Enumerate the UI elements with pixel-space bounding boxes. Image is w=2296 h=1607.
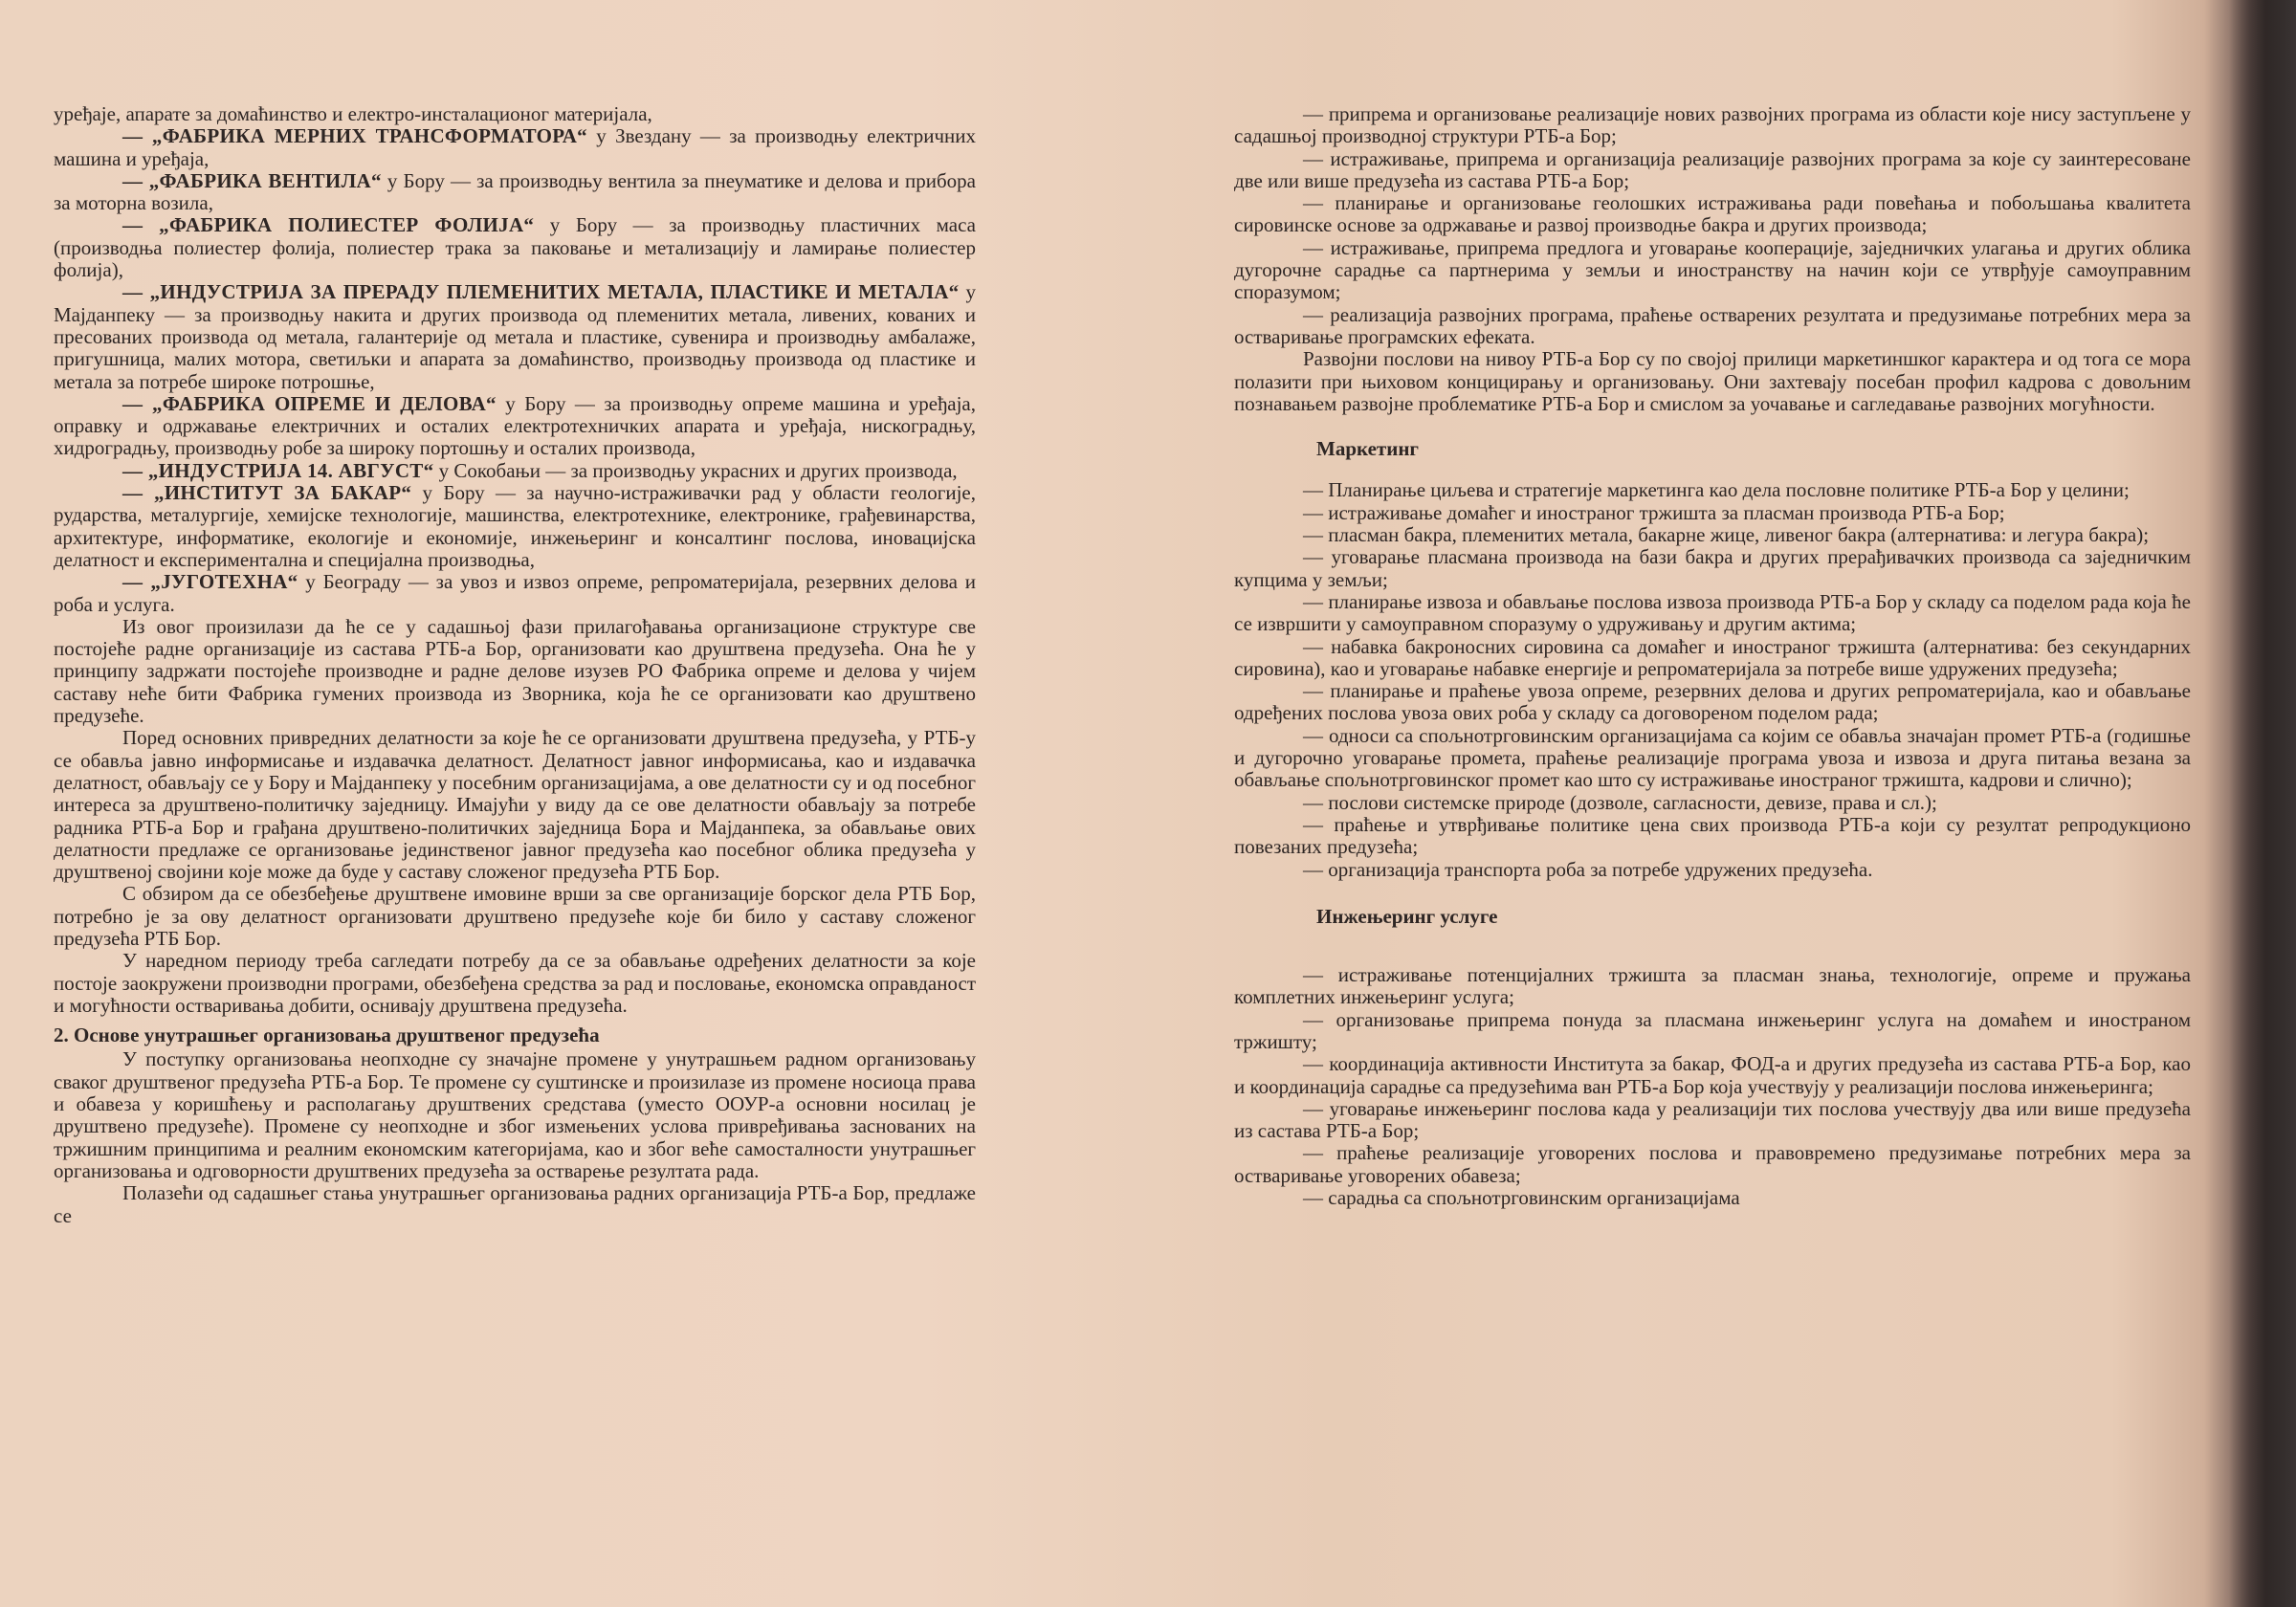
paragraph [54,170,976,215]
paragraph: У поступку организовања неопходне су значајне промене у унутрашњем радном организовању сваког друштвеног предузећа РТБ-а Бор. Те промене су суштинске и произилазе из промене носиоца права и обавеза у коришћењу и располагању друштвених средстава (уместо ООУР-а основни носилац је друштвено предузеће). Промене су неопходне и због измењених услова привређивања заснованих на тржишним принципима и реалним економским категоријама, као и због веће самосталности унутрашњег организовања и одговорности друштвених предузећа за остварење резултата рада. [54,1047,976,1182]
paragraph: — организовање припрема понуда за пласмана инжењеринг услуга на домаћем и иностраном тржишту; [1234,1007,2191,1053]
paragraph: — уговарање инжењеринг послова када у реализацији тих послова учествују два или више предузећа из састава РТБ-а Бор; [1234,1096,2191,1143]
paragraph [54,281,976,392]
paragraph-text: Поред основних привредних делатности за које ће се организовати друштвена предузећа, у РТБ-у се обавља јавно информисање и издавачка делатност. Делатност јавног информисања, као и издавачка делатност, обављају се у Бору и Мајданпеку у посебним организацијама, а ове делатности су и од посебног интереса за друштвено-политичку заједницу. Имајући у виду да се ове делатности обављају за потребе радника РТБ-а Бор и грађана друштвено-политичких заједница Бора и Мајданпека, за обављање ових делатности предлаже се организовање јединственог јавног предузећа као посебног облика предузећа у друштвеној својини које може да буде у саставу сложеног предузећа РТБ Бор. [54,726,976,884]
paragraph: — послови системске природе (дозволе, сагласности, девизе, права и сл.); [1303,790,1937,814]
paragraph-text: С обзиром да се обезбеђење друштвене имовине врши за све организације борског дела РТБ Бор, потребно је за ову делатност организовати друштвено предузеће које би било у саставу сложеног предузећа РТБ Бор. [54,882,976,950]
paragraph-text: У наредном периоду треба сагледати потребу да се за обављање одређених делатности за које постоје заокружени производни програми, обезбеђена средства за рад и пословање, економска оправданост и могућности остваривања добити, оснивају друштвена предузећа. [54,949,976,1017]
organization-name: — „ФАБРИКА МЕРНИХ ТРАНСФОРМАТОРА“ [122,124,587,148]
paragraph [54,214,976,281]
paragraph: — праћење и утврђивање политике цена свих производа РТБ-а који су резултат репродукционо повезаних предузећа; [1234,812,2191,859]
paragraph: — истраживање, припрема предлога и уговарање кооперације, заједничких улагања и других облика дугорочне сарадње са партнерима у земљи и иностранству на начин који се утврђује самоуправним споразумом; [1234,235,2191,304]
paragraph: — уговарање пласмана производа на бази бакра и других прерађивачких производа са заједничким купцима у земљи; [1234,545,2191,591]
engineering-tasks [1234,964,2191,1209]
paragraph [54,125,976,170]
paragraph: — координација активности Института за бакар, ФОД-а и других предузећа из састава РТБ-а Бор, као и координација сарадње са предузећима ван РТБ-а Бор која учествују у реализацији послова инжењеринга; [1234,1052,2191,1098]
paragraph-text: у Мајданпеку — за производњу накита и других производа од племенитих метала, ливених, кованих и пресованих производа од метала, галантерије од метала и пластике, сувенира и производњу амбалаже, пригушница, малих мотора, светиљки и апарата за домаћинство, производњу производа од пластике и метала за потребе широке потрошње, [54,280,976,393]
paragraph [54,393,976,460]
paragraph: — реализација развојних програма, праћење остварених резултата и предузимање потребних мера за остваривање програмских ефеката. [1234,302,2191,348]
paragraph [54,883,976,950]
paragraph-text: у Београду — за увоз и извоз опреме, репроматеријала, резервних делова и роба и услуга. [54,570,976,616]
paragraph: — истраживање домаћег и иностраног тржишта за пласман производа РТБ-а Бор; [1303,500,2005,524]
section-2-text [54,1048,976,1226]
paragraph: — праћење реализације уговорених послова и правовремено предузимање потребних мера за остваривање уговорених обавеза; [1234,1141,2191,1187]
organization-name: — „ФАБРИКА ОПРЕМЕ И ДЕЛОВА“ [122,391,497,415]
paragraph-text: Из овог произилази да ће се у садашњој фази прилагођавања организационе структуре све постојеће радне организације из састава РТБ-а Бор, организовати као друштвена предузећа. Она ће у принципу задржати постојеће производне и радне делове изузев РО Фабрика опреме и делова у чијем саставу неће бити Фабрика гумених производа из Зворника, која ће се организовати као друштвено предузеће. [54,614,976,728]
organization-name: — „ИНСТИТУТ ЗА БАКАР“ [122,481,412,505]
engineering-heading: Инжењеринг услуге [1316,904,1498,928]
paragraph: — истраживање потенцијалних тржишта за пласман знања, технологије, опреме и пружања комплетних инжењеринг услуга; [1234,963,2191,1009]
paragraph: — планирање и организовање геолошких истраживања ради повећања и побољшања квалитета сировинске основе за одржавање и развој производње бакра и других производа; [1234,191,2191,237]
paragraph-text: у Звездану — за производњу електричних машина и уређаја, [54,124,976,170]
section-2-heading: 2. Основе унутрашњег организовања друштвеног предузећа [54,1024,600,1047]
organization-name: — „ФАБРИКА ПОЛИЕСТЕР ФОЛИЈА“ [122,213,535,237]
paragraph-text: уређаје, апарате за домаћинство и електро-инсталационог материјала, [54,103,652,125]
organization-name: — „ФАБРИКА ВЕНТИЛА“ [122,168,382,192]
paragraph [54,460,976,482]
paragraph: — набавка бакроносних сировина са домаћег и иностраног тржишта (алтернатива: без секундарних сировина), као и уговарање набавке енергије и репроматеријала за потребе више удружених предузећа; [1234,634,2191,680]
page-edge-shadow [2229,0,2296,1607]
paragraph: — планирање и праћење увоза опреме, резервних делова и других репроматеријала, као и обављање одређених послова увоза ових роба у складу са договореном поделом рада; [1234,679,2191,725]
paragraph-text: у Бору — за научно-истраживачки рад у области геологије, рударства, металургије, хемијске технологије, машинства, електротехнике, електронике, грађевинарства, архитектуре, информатике, екологије и економије, инжењеринг и консалтинг послова, иновацијска делатност и експериментална и специјална производња, [54,481,976,571]
paragraph: — пласман бакра, племенитих метала, бакарне жице, ливеног бакра (алтернатива: и легура бакра); [1303,523,2150,547]
marketing-heading: Маркетинг [1316,437,1419,461]
paragraph-text: у Бору — за производњу опреме машина и уређаја, оправку и одржавање електричних и осталих електротехничких апарата и уређаја, нискоградњу, хидроградњу, производњу робе за широку портошњу и осталих производа, [54,391,976,460]
paragraph: — односи са спољнотрговинским организацијама са којим се обавља значајан промет РТБ-а (годишње и дугорочно уговарање промета, праћење реализације програма увоза и извоза и друга питања везана за обављање спољнотрговинског промет као што су истраживање иностраног тржишта, кадрови и слично); [1234,723,2191,792]
paragraph [54,482,976,571]
development-tasks [1234,103,2191,415]
paragraph [54,616,976,727]
paragraph [54,727,976,883]
paragraph-text: у Бору — за производњу пластичних маса (производња полиестер фолија, полиестер трака за паковање и метализацију и ламирање полиестер фолија), [54,213,976,282]
paragraph-text: у Сокобањи — за производњу украсних и других производа, [433,458,958,482]
right-page [1234,103,2191,1607]
paragraph: — припрема и организовање реализације нових развојних програма из области које нису заступљене у садашњој производној структури РТБ-а Бор; [1234,103,2191,148]
paragraph [54,103,976,125]
organization-name: — „ИНДУСТРИЈА ЗА ПРЕРАДУ ПЛЕМЕНИТИХ МЕТАЛА, ПЛАСТИКЕ И МЕТАЛА“ [122,280,960,304]
paragraph: — организација транспорта роба за потребе удружених предузећа. [1303,857,1873,881]
paragraph: — сарадња са спољнотрговинским организацијама [1303,1186,1740,1210]
paragraph: — истраживање, припрема и организација реализације развојних програма за које су заинтересоване две или више предузећа из састава РТБ-а Бор; [1234,146,2191,192]
left-page [54,103,976,1607]
paragraph [54,571,976,616]
paragraph: Полазећи од садашњег стања унутрашњег организовања радних организација РТБ-а Бор, предлаже се [54,1181,976,1227]
organization-name: — „ИНДУСТРИЈА 14. АВГУСТ“ [122,458,434,482]
marketing-tasks [1234,479,2191,880]
paragraph: — планирање извоза и обављање послова извоза производа РТБ-а Бор у складу са поделом рада која ће се извршити у самоуправном споразуму о удруживању и другим актима; [1234,589,2191,636]
paragraph-text: у Бору — за производњу вентила за пнеуматике и делова и прибора за моторна возила, [54,168,976,215]
paragraph: — Планирање циљева и стратегије маркетинга као дела пословне политике РТБ-а Бор у целини; [1303,478,2130,502]
organization-name: — „ЈУГОТЕХНА“ [122,570,298,594]
left-page-text [54,103,976,1017]
paragraph: Развојни послови на нивоу РТБ-а Бор су по својој прилици маркетиншког карактера и од тога се мора полазити при њиховом концицирању и организовању. Они захтевају посебан профил кадрова с довољним познавањем развојне проблематике РТБ-а Бор и смислом за уочавање и сагледавање развојних могућности. [1234,347,2191,415]
paragraph [54,950,976,1017]
